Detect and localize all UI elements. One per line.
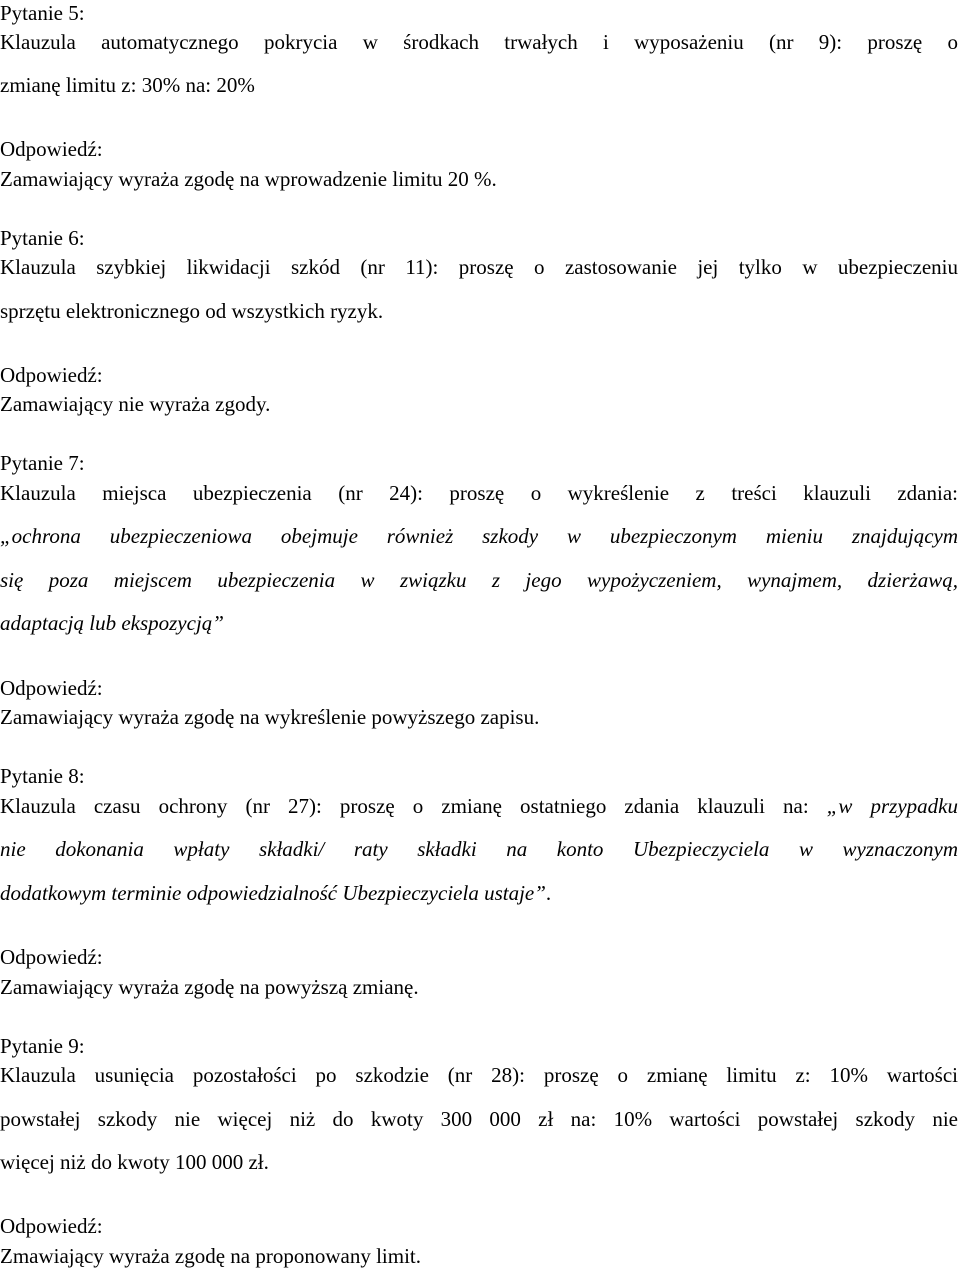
- answer-6-text: Zamawiający nie wyraża zgody.: [0, 392, 271, 416]
- answer-8-label: Odpowiedź:: [0, 945, 103, 969]
- question-8-quote-start: „w przypadku: [826, 794, 958, 818]
- answer-9-text: Zmawiający wyraża zgodę na proponowany limit.: [0, 1244, 422, 1268]
- question-8-label: Pytanie 8:: [0, 764, 85, 788]
- question-8-quote-line-3: [0, 880, 551, 906]
- question-7-quote-line-3: adaptacją lub ekspozycją”: [0, 611, 224, 635]
- question-8-text-normal: Klauzula czasu ochrony (nr 27): proszę o zmianę ostatniego zdania klauzuli na:: [0, 794, 827, 818]
- question-7-label: Pytanie 7:: [0, 451, 85, 475]
- answer-5-text: Zamawiający wyraża zgodę na wprowadzenie limitu 20 %.: [0, 167, 497, 191]
- question-6-label: Pytanie 6:: [0, 226, 85, 250]
- question-6-text-line-1: Klauzula szybkiej likwidacji szkód (nr 11): proszę o zastosowanie jej tylko w ubezpieczeniu: [0, 255, 958, 279]
- question-6-text-line-2: sprzętu elektronicznego od wszystkich ryzyk.: [0, 299, 384, 323]
- answer-5-label: Odpowiedź:: [0, 137, 103, 161]
- question-8-period: .: [545, 881, 552, 905]
- question-9-text-line-3: więcej niż do kwoty 100 000 zł.: [0, 1150, 269, 1174]
- question-8-quote-line-2: nie dokonania wpłaty składki/ raty składki na konto Ubezpieczyciela w wyznaczonym: [0, 837, 958, 861]
- question-8-text-line-1: [0, 793, 958, 819]
- answer-7-label: Odpowiedź:: [0, 676, 103, 700]
- question-9-text-line-1: Klauzula usunięcia pozostałości po szkodzie (nr 28): proszę o zmianę limitu z: 10% wartości: [0, 1063, 958, 1087]
- question-5-label: Pytanie 5:: [0, 1, 85, 25]
- question-5-text-line-1: Klauzula automatycznego pokrycia w środkach trwałych i wyposażeniu (nr 9): proszę o: [0, 30, 958, 54]
- question-7-quote-line-1: „ochrona ubezpieczeniowa obejmuje również szkody w ubezpieczonym mieniu znajdującym: [0, 524, 958, 548]
- question-7-text-line-1: Klauzula miejsca ubezpieczenia (nr 24): proszę o wykreślenie z treści klauzuli zdania:: [0, 481, 958, 505]
- question-9-label: Pytanie 9:: [0, 1034, 85, 1058]
- question-9-text-line-2: powstałej szkody nie więcej niż do kwoty 300 000 zł na: 10% wartości powstałej szkody nie: [0, 1107, 958, 1131]
- question-7-quote-line-2: się poza miejscem ubezpieczenia w związku z jego wypożyczeniem, wynajmem, dzierżawą,: [0, 568, 958, 592]
- question-5-text-line-2: zmianę limitu z: 30% na: 20%: [0, 73, 255, 97]
- question-8-quote-end: dodatkowym terminie odpowiedzialność Ubezpieczyciela ustaje”: [0, 881, 546, 905]
- answer-7-text: Zamawiający wyraża zgodę na wykreślenie powyższego zapisu.: [0, 705, 540, 729]
- answer-6-label: Odpowiedź:: [0, 363, 103, 387]
- answer-9-label: Odpowiedź:: [0, 1214, 103, 1238]
- answer-8-text: Zamawiający wyraża zgodę na powyższą zmianę.: [0, 975, 419, 999]
